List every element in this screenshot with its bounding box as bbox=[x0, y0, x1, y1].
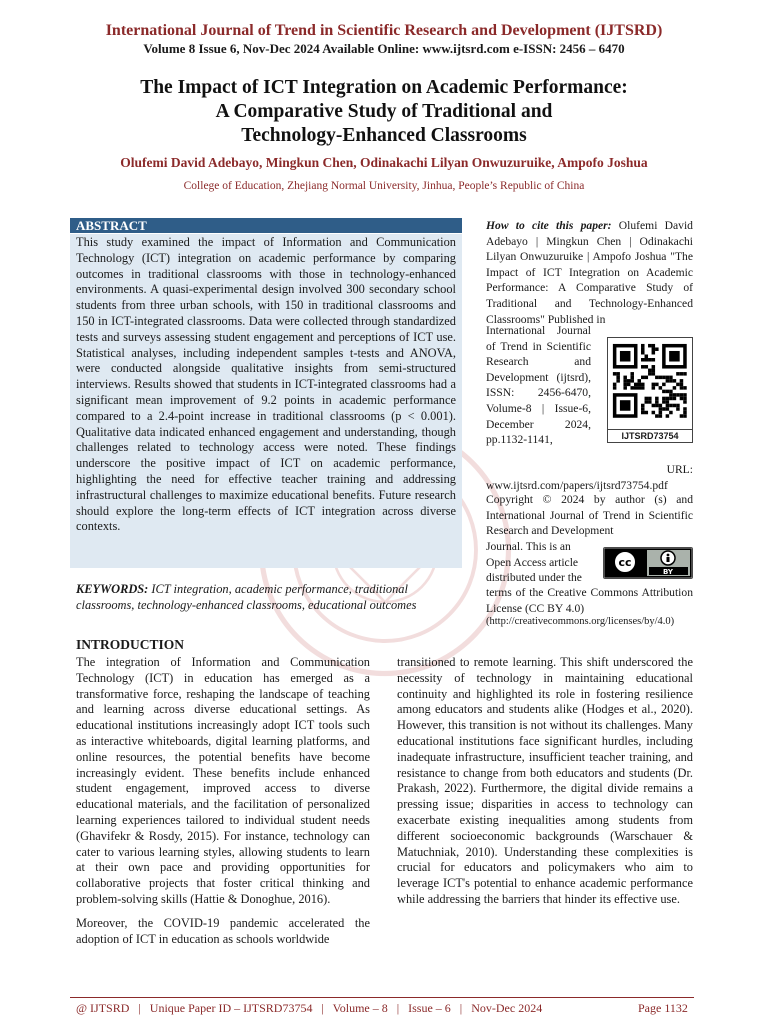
qr-code-icon bbox=[607, 337, 693, 430]
paper-title-line-1: The Impact of ICT Integration on Academic Performance: bbox=[140, 77, 628, 98]
intro-paragraph-1: The integration of Information and Communication Technology (ICT) in education has emerged as a transformative force, reshaping the landscape of teaching and learning across diverse educational settings. As educational institutions increasingly adopt ICT tools such as interactive whiteboards, digital learning platforms, and online resources, the potential benefits have become increasingly evident. These benefits include enhanced student engagement, improved access to diverse educational materials, and the facilitation of personalized learning experiences tailored to individual student needs (Ghavifekr & Rosdy, 2015). For instance, technology can cater to various learning styles, allowing students to learn at their own pace and providing opportunities for collaborative projects that foster critical thinking and problem-solving skills (Hattie & Donoghue, 2016). bbox=[76, 655, 370, 906]
paper-affiliation: College of Education, Zhejiang Normal University, Jinhua, People’s Republic of China bbox=[183, 180, 585, 192]
journal-volume-line: Volume 8 Issue 6, Nov-Dec 2024 Available Online: www.ijtsrd.com e-ISSN: 2456 – 6470 bbox=[143, 41, 625, 56]
paper-authors: Olufemi David Adebayo, Mingkun Chen, Odinakachi Lilyan Onwuzuruike, Ampofo Joshua bbox=[120, 155, 648, 170]
citation-text-narrow: International Journal of Trend in Scientific Research and Development (ijtsrd), ISSN: 2456-6470, Volume-8 | Issue-6, December 2024, pp.1132-1141, bbox=[486, 324, 591, 447]
qr-code-label: IJTSRD73754 bbox=[607, 430, 693, 443]
introduction-column-2: transitioned to remote learning. This shift underscored the necessity of technology in maintaining educational continuity and highlighted its role in fostering resilience among educators and students alike (Hodges et al., 2020). However, this transition is not without its challenges. Many educational institutions face significant hurdles, including inadequate infrastructure, insufficient teacher training, and resistance to change from both educators and students (Dr. Prakash, 2022). Furthermore, the digital divide remains a pressing issue; disparities in access to technology can exacerbate existing inequalities among students from different socioeconomic backgrounds (Warschauer & Matuchniak, 2010). Understanding these complexities is crucial for educators and policymakers who aim to leverage ICT's potential to enhance academic performance while addressing the barriers that hinder its effective use. bbox=[397, 655, 693, 906]
license-url[interactable]: (http://creativecommons.org/licenses/by/4.0) bbox=[486, 616, 675, 627]
copyright-text: Copyright © 2024 by author (s) and International Journal of Trend in Scientific Research and Development bbox=[486, 493, 693, 538]
abstract-heading: ABSTRACT bbox=[70, 218, 462, 233]
cc-by-license-icon bbox=[603, 547, 693, 579]
footer-divider bbox=[70, 997, 694, 998]
citation-text: Olufemi David Adebayo | Mingkun Chen | Odinakachi Lilyan Onwuzuruike | Ampofo Joshua "The Impact of ICT Integration on Academic Performance: A Comparative Study of Traditional and Technology-Enhanced Classrooms" Published in bbox=[486, 219, 693, 326]
keywords-label: KEYWORDS: bbox=[76, 582, 149, 596]
footer-info: @ IJTSRD | Unique Paper ID – IJTSRD73754 | Volume – 8 | Issue – 6 | Nov-Dec 2024 bbox=[76, 1001, 543, 1015]
abstract-body: This study examined the impact of Information and Communication Technology (ICT) integration on academic performance by comparing outcomes in traditional classrooms with those in technology-enhanced environments. A quasi-experimental design involved 300 secondary school students from three urban schools, with 150 in traditional classrooms and 150 in ICT-integrated classrooms. Data were collected through standardized tests and surveys assessing student engagement and perceptions of ICT use. Statistical analyses, including independent samples t-tests and ANOVA, were conducted alongside qualitative insights from semi-structured interviews. Results showed that students in ICT-integrated classrooms had a significant mean improvement of 9.2 points in academic performance compared to a 2.4-point increase in traditional classrooms (p < 0.001). Qualitative data indicated enhanced engagement and understanding, though challenges related to technology access were noted. These findings underscore the positive impact of ICT on academic performance, highlighting the need for effective teacher training and addressing infrastructural challenges to maximize educational benefits. Future research should explore the long-term effects of ICT integration across diverse contexts. bbox=[70, 234, 462, 568]
journal-title: International Journal of Trend in Scientific Research and Development (IJTSRD) bbox=[105, 22, 663, 39]
cc-badge-text: BY bbox=[662, 568, 674, 576]
paper-title-line-3: Technology-Enhanced Classrooms bbox=[241, 125, 527, 146]
citation-label: How to cite this paper: bbox=[486, 219, 612, 232]
introduction-column-1 bbox=[76, 655, 370, 947]
citation-url[interactable]: www.ijtsrd.com/papers/ijtsrd73754.pdf bbox=[486, 478, 668, 492]
keywords-text: ICT integration, academic performance, traditional classrooms, technology-enhanced classrooms, educational outcomes bbox=[76, 582, 417, 612]
keywords bbox=[76, 582, 464, 614]
citation-block bbox=[486, 218, 693, 327]
intro-paragraph-2: Moreover, the COVID-19 pandemic accelerated the adoption of ICT in education as schools worldwide bbox=[76, 915, 370, 946]
copyright-text-narrow: Journal. This is an Open Access article distributed under the bbox=[486, 540, 582, 585]
introduction-heading: INTRODUCTION bbox=[76, 637, 185, 652]
citation-url-label: URL: bbox=[666, 463, 693, 476]
paper-title bbox=[0, 76, 768, 148]
svg-text:cc: cc bbox=[618, 556, 632, 569]
page-number: Page 1132 bbox=[638, 1001, 688, 1015]
copyright-license-text: terms of the Creative Commons Attribution License (CC BY 4.0) bbox=[486, 586, 693, 615]
paper-title-line-2: A Comparative Study of Traditional and bbox=[215, 101, 553, 122]
citation-url-block bbox=[486, 462, 693, 493]
